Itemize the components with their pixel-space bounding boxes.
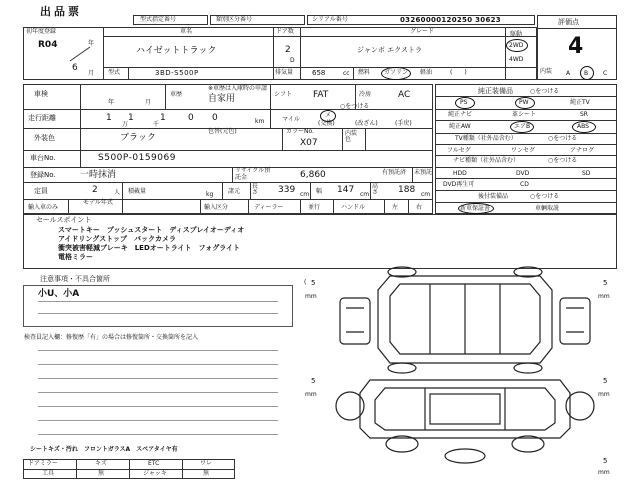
recycle-yes: 有預託済	[382, 169, 407, 176]
footer-head-4: ワレ	[200, 460, 213, 467]
height-value: 188	[398, 185, 416, 195]
load-unit: kg	[206, 191, 214, 198]
era-year: R04	[38, 40, 58, 50]
notes-handwritten: 小U、小A	[38, 289, 80, 299]
interior-grade-b: B	[584, 70, 589, 77]
width-unit: cm	[360, 191, 370, 198]
drive-label: 駆動	[510, 31, 523, 38]
equipment-note: ○をつける	[530, 88, 560, 95]
frame-label: 車台No.	[30, 154, 56, 162]
shift-value: FAT	[313, 90, 329, 100]
mileage-digit-5: 0	[212, 113, 218, 123]
manual-label: 車輌取説	[535, 205, 560, 212]
serial-label: シリアル番号	[312, 16, 348, 23]
footer-val-2: 無	[98, 470, 105, 477]
ac-value: AC	[398, 90, 411, 100]
score-label: 評価点	[558, 18, 579, 26]
tv-note: ○をつける	[548, 135, 578, 142]
year-unit: 年	[88, 40, 95, 47]
capacity-label: 定員	[34, 187, 48, 195]
color-code-label: カラーNo.	[286, 128, 314, 135]
sheet-title: 出品票	[40, 5, 82, 18]
reg-month: 6	[72, 63, 78, 73]
navi-type-label: ナビ種類（社外品含む）	[453, 157, 520, 164]
exterior-color-label: 外装色	[34, 134, 55, 142]
displacement-label: 排気量	[275, 69, 294, 76]
navi-opt-sd: SD	[582, 170, 591, 177]
after-equip-note: ○をつける	[530, 193, 560, 200]
mileage-digit-2: 1	[128, 113, 134, 123]
tire-depth-fr-unit: mm	[598, 293, 610, 300]
original-color-label: 色替(元色)	[208, 128, 237, 135]
navi-opt-hdd: HDD	[453, 170, 467, 177]
tv-opt-full: フルセグ	[447, 147, 471, 154]
tire-depth-fl: 5	[311, 279, 316, 287]
frame-value: S500P-0159069	[98, 153, 176, 163]
exterior-color-value: ブラック	[120, 133, 156, 143]
door-unit: D	[290, 57, 295, 64]
length-value: 339	[278, 185, 296, 195]
equip-tv: 純正TV	[570, 99, 590, 106]
history-value: 自家用	[208, 94, 236, 104]
height-unit: cm	[421, 191, 431, 198]
notes-title: 注意事項・不具合箇所	[40, 275, 110, 283]
fuel-label: 燃料	[358, 69, 371, 76]
certified-label: 型式指定番号	[140, 16, 177, 23]
new-warranty: 新車保証書	[460, 205, 491, 212]
interior-grade-c: C	[603, 70, 608, 77]
fuel-value: ガソリン	[384, 69, 409, 76]
sen-unit: 千	[153, 121, 160, 128]
car-name-label: 車名	[180, 28, 193, 35]
displacement-value: 658	[312, 69, 326, 77]
equip-aw: 純正AW	[449, 123, 471, 130]
meter-label: マイル	[282, 116, 300, 123]
model-value: 3BD-S500P	[155, 69, 199, 77]
tv-type-label: TV種類（社外品含む）	[455, 135, 517, 142]
door-label: ドア数	[276, 28, 294, 35]
score-value: 4	[568, 34, 584, 59]
mileage-digit-3: 1	[160, 113, 166, 123]
recycle-value: 6,860	[300, 170, 326, 180]
steering-left: 左	[392, 204, 399, 211]
tire-depth-spare-unit: mm	[598, 469, 610, 476]
interior-label: 内装	[540, 68, 553, 75]
footer-head-1: ドアミラー	[28, 460, 58, 467]
footer-val-3: ジャッキ	[143, 470, 167, 477]
tv-opt-analog: アナログ	[570, 147, 595, 154]
light-label: 軽油	[420, 69, 433, 76]
mileage-circle-note: ○をつける	[340, 103, 370, 110]
recycle-no: 未預託	[414, 169, 433, 176]
equip-sr: SR	[580, 111, 588, 118]
inspection-year: 年	[108, 99, 115, 106]
footer-head-2: キズ	[95, 460, 107, 467]
interior-color-label: 内装色	[345, 130, 358, 143]
fuel-paren: ( )	[450, 69, 467, 76]
grade-value: ジャンボ エクストラ	[357, 46, 423, 54]
equip-pw: PW	[519, 99, 529, 106]
mileage-digit-1: 1	[106, 113, 112, 123]
dims-label: 諸元	[228, 188, 241, 195]
dvd-playback: DVD再生可	[443, 181, 475, 188]
vehicle-diagram	[330, 268, 620, 468]
model-label: 型式	[108, 69, 121, 76]
grade-label: グレード	[410, 28, 435, 35]
reg-number-value: 一時抹消	[80, 170, 117, 180]
width-label: 幅	[316, 188, 323, 195]
man-unit: 万	[122, 121, 129, 128]
load-label: 積載量	[128, 188, 147, 195]
inspection-month: 月	[145, 99, 152, 106]
tire-depth-rr-unit: mm	[598, 391, 610, 398]
cd-label: CD	[520, 181, 529, 188]
category-label: 類別区分番号	[216, 16, 253, 23]
first-reg-label: 初年度登録	[26, 28, 57, 35]
steering-label: ハンドル	[341, 204, 366, 211]
interior-grade-a: A	[566, 70, 571, 77]
slash-mark	[70, 47, 90, 61]
equip-leather: 革シート	[512, 111, 537, 118]
tire-depth-spare: 5	[603, 457, 608, 465]
sales-line-2: アイドリングストップ バックカメラ	[58, 235, 176, 243]
mileage-label: 走行距離	[28, 114, 56, 122]
door-value: 2	[285, 45, 291, 55]
history-label: 車歴	[170, 91, 183, 98]
equipment-title: 純正装備品	[478, 87, 513, 95]
shift-label: シフト	[274, 91, 293, 98]
height-label: 高さ	[372, 183, 379, 196]
recycle-label: リサイクル預託金	[235, 167, 271, 181]
drive-4wd: 4WD	[509, 56, 524, 63]
import-type-label: 輸入区分	[204, 204, 229, 211]
ac-label: 冷房	[359, 91, 372, 98]
tire-depth-rl-unit: mm	[305, 391, 317, 398]
history-note: ※車歴は入庫時の申請	[208, 85, 268, 92]
capacity-unit: 人	[114, 189, 121, 196]
meter-opt-1: メ	[325, 112, 332, 119]
tire-depth-fr: 5	[603, 279, 608, 287]
displacement-unit: cc	[343, 70, 350, 77]
import-only-label: 輸入車のみ	[28, 204, 59, 211]
meter-opt-2: (交換)	[318, 120, 335, 127]
color-code-value: X07	[300, 138, 318, 148]
inspector-title: 検査員記入欄：修復歴「有」の場合は修復箇所・交換箇所を記入	[24, 334, 199, 341]
parallel-label: 並行	[308, 204, 321, 211]
equip-navi: 純正ナビ	[448, 111, 473, 118]
footer-val-1: 工具	[42, 470, 55, 477]
navi-opt-dvd: DVD	[516, 170, 530, 177]
drive-2wd: 2WD	[509, 42, 524, 49]
reg-number-label: 登録No.	[30, 171, 56, 179]
length-label: 長さ	[252, 183, 259, 196]
tire-depth-fl-unit: mm	[305, 293, 317, 300]
equip-airbag: エアB	[514, 123, 531, 130]
tire-depth-rr: 5	[603, 377, 608, 385]
meter-opt-4: (手戻)	[395, 120, 412, 127]
serial-value: 03260000120250 30623	[400, 16, 501, 24]
inspection-label: 車検	[34, 90, 48, 98]
footer-head-3: ETC	[148, 460, 160, 467]
footer-val-4: 無	[203, 470, 210, 477]
sales-line-3: 衝突被害軽減ブレーキ LEDオートライト フォグライト	[58, 244, 241, 252]
inspector-note: シートキズ・汚れ フロントガラスA スペアタイヤ有	[30, 446, 178, 453]
after-equip-title: 後付装備品	[478, 193, 509, 200]
tire-depth-fl-open: (	[304, 279, 307, 286]
sales-line-4: 電格ミラー	[58, 253, 93, 261]
dealer-label: ディーラー	[254, 204, 284, 211]
equip-abs: ABS	[577, 123, 589, 130]
capacity-value: 2	[92, 185, 98, 195]
month-unit: 月	[88, 70, 95, 77]
sales-title: セールスポイント	[36, 216, 92, 224]
navi-note: ○をつける	[548, 157, 578, 164]
width-value: 147	[337, 185, 355, 195]
meter-opt-3: (改ざん)	[355, 120, 378, 127]
car-name-value: ハイゼットトラック	[136, 46, 217, 56]
mileage-digit-4: 0	[188, 113, 194, 123]
length-unit: cm	[300, 191, 310, 198]
equip-ps: PS	[460, 99, 468, 106]
tv-opt-one: ワンセグ	[511, 147, 536, 154]
sales-line-1: スマートキー プッシュスタート ディスプレイオーディオ	[58, 226, 245, 234]
model-year-label: モデル年式	[83, 199, 113, 206]
tire-depth-rl: 5	[311, 377, 316, 385]
steering-right: 右	[416, 204, 423, 211]
km-unit: km	[255, 118, 265, 125]
